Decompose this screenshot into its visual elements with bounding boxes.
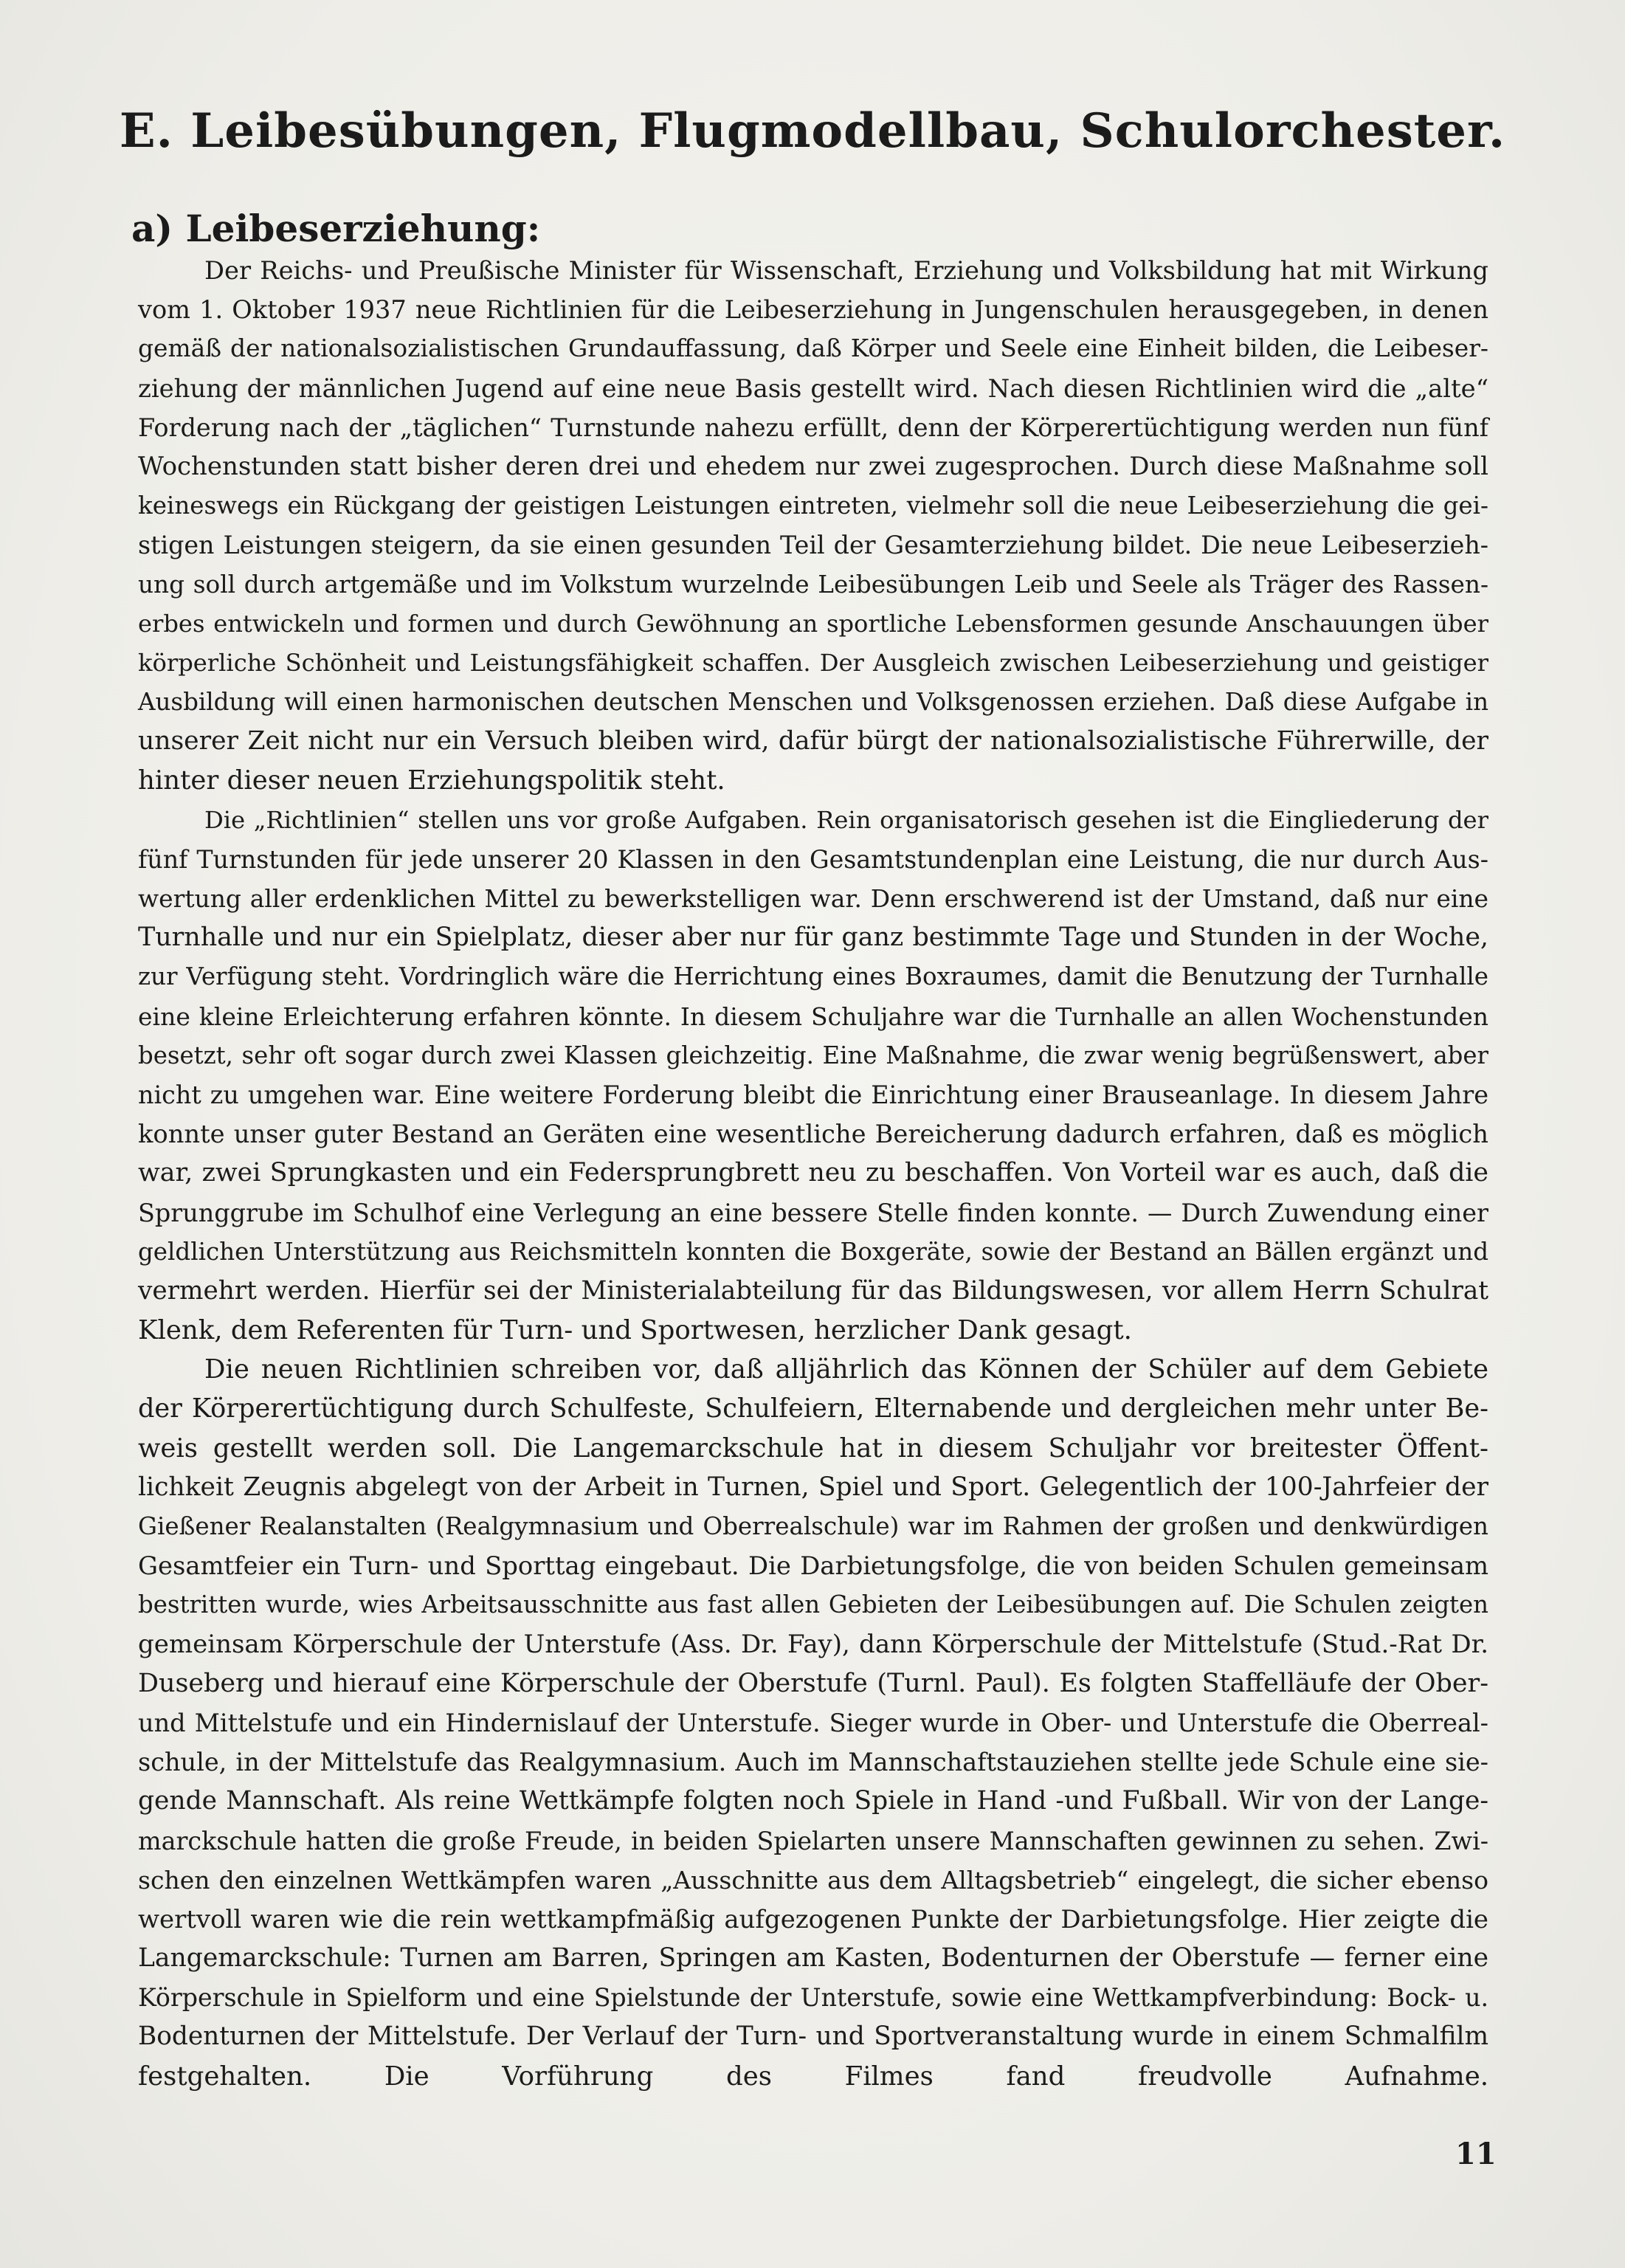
- text-line: ung soll durch artgemäße und im Volkstum wurzelnde Leibesübungen Leib und Seele als Träger des Rassen-: [138, 570, 1488, 599]
- text-line: stigen Leistungen steigern, da sie einen gesunden Teil der Gesamterziehung bildet. Die neue Leibeserzieh-: [138, 531, 1488, 560]
- text-line: Bodenturnen der Mittelstufe. Der Verlauf der Turn- und Sportveranstaltung wurde in einem Schmalfilm: [138, 2021, 1488, 2052]
- text-line: fünf Turnstunden für jede unserer 20 Klassen in den Gesamtstundenplan eine Leistung, die nur durch Aus-: [138, 844, 1488, 874]
- text-line: [138, 2096, 1488, 2135]
- text-line: zur Verfügung steht. Vordringlich wäre die Herrichtung eines Boxraumes, damit die Benutzung der Turnhalle: [138, 962, 1488, 991]
- text-line: geldlichen Unterstützung aus Reichsmitteln konnten die Boxgeräte, sowie der Bestand an Bällen ergänzt und: [138, 1237, 1488, 1266]
- text-line: eine kleine Erleichterung erfahren könnte. In diesem Schuljahre war die Turnhalle an allen Wochenstunden: [138, 1002, 1488, 1031]
- page-number: 11: [1455, 2137, 1497, 2171]
- text-line: Turnhalle und nur ein Spielplatz, dieser aber nur für ganz bestimmte Tage und Stunden in der Woche,: [138, 923, 1488, 953]
- text-line: nicht zu umgehen war. Eine weitere Forderung bleibt die Einrichtung einer Brauseanlage. In diesem Jahre: [138, 1080, 1488, 1109]
- text-line: Gesamtfeier ein Turn- und Sporttag eingebaut. Die Darbietungsfolge, die von beiden Schulen gemeinsam: [138, 1551, 1488, 1581]
- text-line: und Mittelstufe und ein Hindernislauf der Unterstufe. Sieger wurde in Ober- und Unterstufe die Oberreal-: [138, 1708, 1488, 1737]
- text-line: Körperschule in Spielform und eine Spielstunde der Unterstufe, sowie eine Wettkampfverbindung: Bock- u.: [138, 1983, 1488, 2013]
- text-line: Der Reichs- und Preußische Minister für Wissenschaft, Erziehung und Volksbildung hat mit Wirkung: [204, 256, 1488, 285]
- text-line: Die neuen Richtlinien schreiben vor, daß alljährlich das Können der Schüler auf dem Gebiete: [204, 1354, 1488, 1385]
- text-line: konnte unser guter Bestand an Geräten eine wesentliche Bereicherung dadurch erfahren, daß es möglich: [138, 1120, 1488, 1149]
- text-line: unserer Zeit nicht nur ein Versuch bleiben wird, dafür bürgt der nationalsozialistische Führerwille, der: [138, 726, 1488, 756]
- text-line: körperliche Schönheit und Leistungsfähigkeit schaffen. Der Ausgleich zwischen Leibeserziehung und geistiger: [138, 648, 1488, 677]
- text-line: wertvoll waren wie die rein wettkampfmäßig aufgezogenen Punkte der Darbietungsfolge. Hier zeigte die: [138, 1904, 1488, 1934]
- text-line: gende Mannschaft. Als reine Wettkämpfe folgten noch Spiele in Hand -und Fußball. Wir von der Lange-: [138, 1786, 1488, 1816]
- text-line: marckschule hatten die große Freude, in beiden Spielarten unsere Mannschaften gewinnen zu sehen. Zwi-: [138, 1826, 1488, 1855]
- text-line: war, zwei Sprungkasten und ein Federsprungbrett neu zu beschaffen. Von Vorteil war es auch, daß die: [138, 1158, 1488, 1188]
- text-line: der Körperertüchtigung durch Schulfeste, Schulfeiern, Elternabende und dergleichen mehr unter Be-: [138, 1393, 1488, 1424]
- text-line: erbes entwickeln und formen und durch Gewöhnung an sportliche Lebensformen gesunde Anschauungen über: [138, 609, 1488, 638]
- body-text: [138, 251, 1488, 2135]
- text-line: festgehalten. Die Vorführung des Filmes fand freudvolle Aufnahme.: [138, 2061, 1488, 2092]
- text-line: Klenk, dem Referenten für Turn- und Sportwesen, herzlicher Dank gesagt.: [138, 1315, 1132, 1346]
- text-line: vermehrt werden. Hierfür sei der Ministerialabteilung für das Bildungswesen, vor allem Herrn Schulrat: [138, 1275, 1488, 1306]
- text-line: schen den einzelnen Wettkämpfen waren „Ausschnitte aus dem Alltagsbetrieb“ eingelegt, die sicher ebenso: [138, 1865, 1488, 1895]
- text-line: bestritten wurde, wies Arbeitsausschnitte aus fast allen Gebieten der Leibesübungen auf. Die Schulen zeigten: [138, 1590, 1488, 1619]
- text-line: Duseberg und hierauf eine Körperschule der Oberstufe (Turnl. Paul). Es folgten Staffelläufe der Ober-: [138, 1668, 1488, 1698]
- text-line: gemeinsam Körperschule der Unterstufe (Ass. Dr. Fay), dann Körperschule der Mittelstufe (Stud.-Rat Dr.: [138, 1629, 1488, 1659]
- text-line: hinter dieser neuen Erziehungspolitik steht.: [138, 765, 725, 796]
- text-line: vom 1. Oktober 1937 neue Richtlinien für die Leibeserziehung in Jungenschulen herausgegeben, in denen: [138, 295, 1488, 325]
- text-line: Wochenstunden statt bisher deren drei und ehedem nur zwei zugesprochen. Durch diese Maßnahme soll: [138, 451, 1488, 481]
- text-line: weis gestellt werden soll. Die Langemarckschule hat in diesem Schuljahr vor breitester Öffent-: [138, 1433, 1488, 1464]
- section-heading: a) Leibeserziehung:: [131, 207, 541, 250]
- text-line: wertung aller erdenklichen Mittel zu bewerkstelligen war. Denn erschwerend ist der Umstand, daß nur eine: [138, 884, 1488, 913]
- text-line: gemäß der nationalsozialistischen Grundauffassung, daß Körper und Seele eine Einheit bilden, die Leibeser-: [138, 334, 1488, 363]
- text-line: Forderung nach der „täglichen“ Turnstunde nahezu erfüllt, denn der Körperertüchtigung werden nun fünf: [138, 413, 1488, 442]
- text-line: keineswegs ein Rückgang der geistigen Leistungen eintreten, vielmehr soll die neue Leibeserziehung die gei-: [138, 492, 1488, 520]
- text-line: ziehung der männlichen Jugend auf eine neue Basis gestellt wird. Nach diesen Richtlinien wird die „alte“: [138, 373, 1488, 403]
- text-line: Die „Richtlinien“ stellen uns vor große Aufgaben. Rein organisatorisch gesehen ist die Eingliederung der: [204, 805, 1488, 834]
- text-line: besetzt, sehr oft sogar durch zwei Klassen gleichzeitig. Eine Maßnahme, die zwar wenig begrüßenswert, aber: [138, 1041, 1488, 1069]
- text-line: lichkeit Zeugnis abgelegt von der Arbeit in Turnen, Spiel und Sport. Gelegentlich der 100-Jahrfeier der: [138, 1472, 1488, 1502]
- text-line: Langemarckschule: Turnen am Barren, Springen am Kasten, Bodenturnen der Oberstufe — ferner eine: [138, 1943, 1488, 1974]
- text-line: Gießener Realanstalten (Realgymnasium und Oberrealschule) war im Rahmen der großen und denkwürdigen: [138, 1512, 1488, 1540]
- page-title: E. Leibesübungen, Flugmodellbau, Schulorchester.: [119, 103, 1506, 159]
- text-line: Ausbildung will einen harmonischen deutschen Menschen und Volksgenossen erziehen. Daß diese Aufgabe in: [138, 688, 1488, 717]
- text-line: schule, in der Mittelstufe das Realgymnasium. Auch im Mannschaftstauziehen stellte jede Schule eine sie-: [138, 1748, 1488, 1777]
- text-line: Sprunggrube im Schulhof eine Verlegung an eine bessere Stelle finden konnte. — Durch Zuwendung einer: [138, 1198, 1488, 1227]
